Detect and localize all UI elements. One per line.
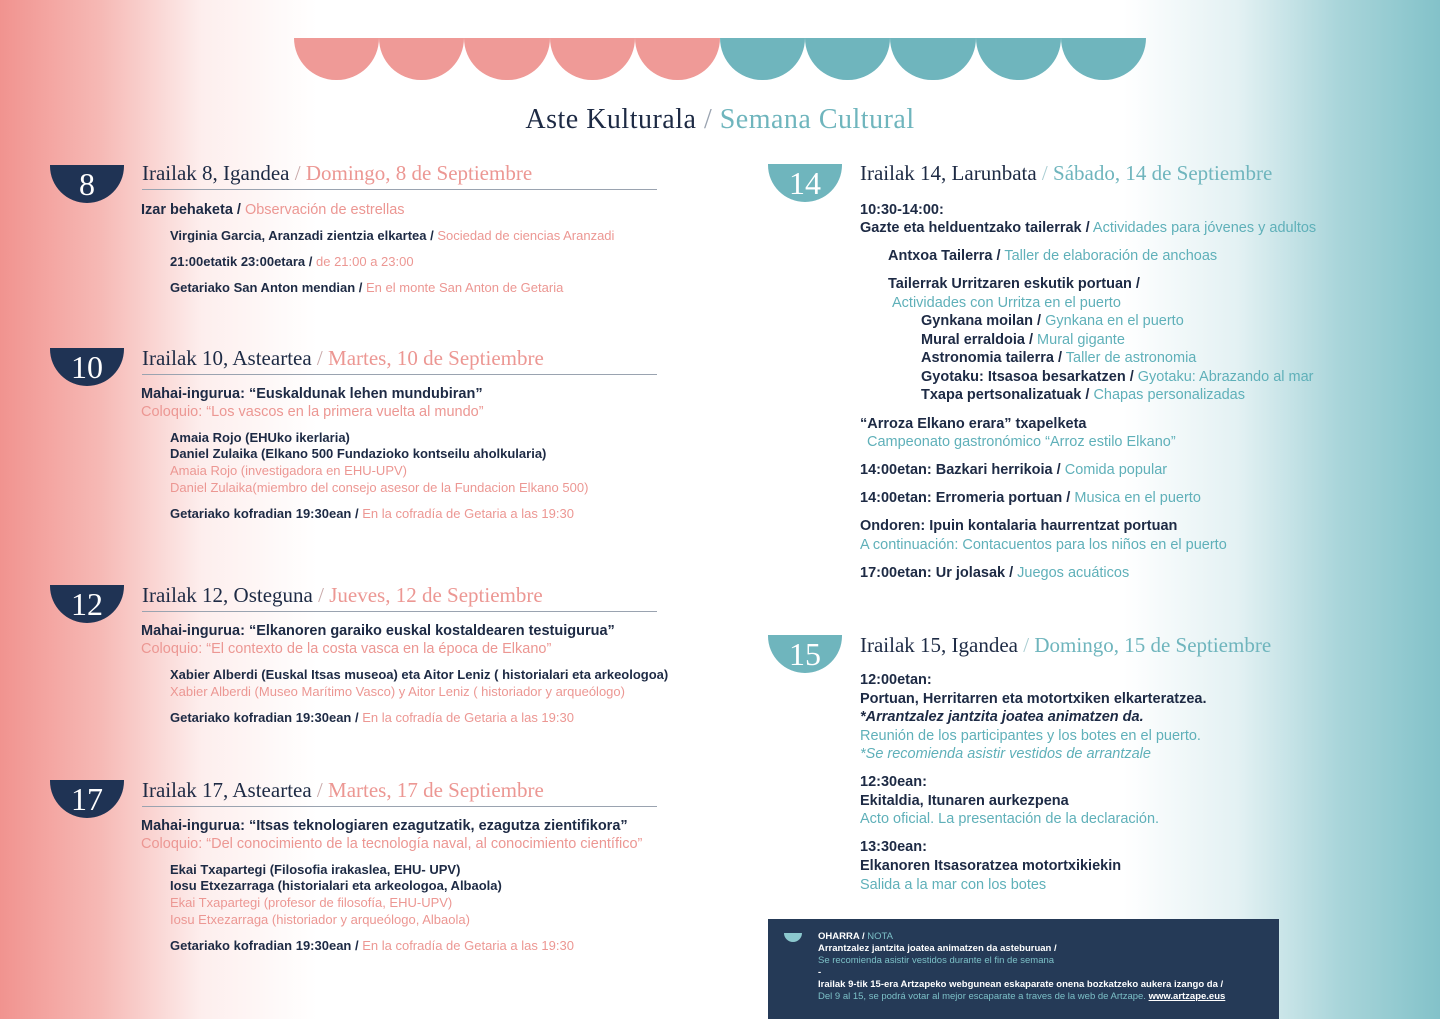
note-header	[818, 931, 893, 943]
sub-activity	[921, 368, 1314, 386]
event-line	[860, 461, 1167, 479]
text-es: Chapas personalizadas	[1093, 387, 1245, 403]
time-label: 10:30-14:00:	[860, 202, 944, 218]
day-header-es: Domingo, 15 de Septiembre	[1034, 633, 1272, 657]
text-eu: Izar behaketa /	[141, 202, 241, 218]
note-dash: -	[818, 967, 822, 978]
scallop	[294, 38, 379, 80]
speaker-es: Daniel Zulaika(miembro del consejo asesor de la Fundacion Elkano 500)	[170, 480, 589, 495]
note-line-eu: Arrantzalez jantzita joatea animatzen da asteburuan /	[818, 943, 1057, 954]
speaker-eu: Daniel Zulaika (Elkano 500 Fundazioko kontseilu aholkularia)	[170, 446, 547, 461]
day-badge-17: 17	[50, 780, 124, 818]
text-eu: Antxoa Tailerra /	[888, 248, 1001, 264]
text-eu: Getariako San Anton mendian /	[170, 280, 363, 295]
event-note-es: *Se recomienda asistir vestidos de arrantzale	[860, 746, 1151, 762]
event-line-es: Salida a la mar con los botes	[860, 877, 1047, 893]
text-es: Del 9 al 15, se podrá votar al mejor escaparate a traves de la web de Artzape.	[818, 991, 1146, 1002]
title-eu: Aste Kulturala	[525, 104, 697, 135]
scallop	[464, 38, 549, 80]
day-header-eu: Irailak 8, Igandea	[142, 161, 290, 185]
event-line: Tailerrak Urritzaren eskutik portuan /	[888, 276, 1140, 292]
speaker-eu: Iosu Etxezarraga (historialari eta arkeologoa, Albaola)	[170, 878, 502, 893]
title-es: Semana Cultural	[719, 104, 915, 135]
note-line-es	[818, 991, 1225, 1003]
time-label: 13:30ean:	[860, 839, 927, 855]
day-header-separator: /	[316, 778, 323, 802]
event-line-es: Campeonato gastronómico “Arroz estilo Elkano”	[867, 434, 1176, 450]
event-place	[170, 506, 574, 523]
title-separator: /	[703, 104, 713, 135]
day-header-eu: Irailak 17, Asteartea	[142, 778, 312, 802]
text-es: En la cofradía de Getaria a las 19:30	[362, 710, 574, 725]
text-eu: Gyotaku: Itsasoa besarkatzen /	[921, 369, 1134, 385]
event-line	[888, 247, 1217, 265]
event-place	[170, 710, 574, 727]
event-title: Mahai-ingurua: “Euskaldunak lehen mundubiran”	[141, 386, 483, 402]
scallop	[890, 38, 975, 80]
day-header-eu: Irailak 12, Osteguna	[142, 583, 313, 607]
text-es: Musica en el puerto	[1074, 490, 1201, 506]
day-header-12	[142, 583, 657, 612]
text-es: Sociedad de ciencias Aranzadi	[437, 228, 615, 243]
event-line-es: Acto oficial. La presentación de la declaración.	[860, 811, 1160, 827]
scallop-border	[294, 38, 1146, 80]
day-header-separator: /	[318, 583, 324, 607]
text-es: Taller de astronomia	[1065, 350, 1197, 366]
text-es: Juegos acuáticos	[1017, 565, 1130, 581]
day-header-15	[860, 633, 1271, 661]
day-header-separator: /	[1041, 161, 1048, 185]
day-header-es: Jueves, 12 de Septiembre	[329, 583, 543, 607]
speaker-es: Amaia Rojo (investigadora en EHU-UPV)	[170, 463, 407, 478]
note-bowl-icon	[784, 933, 802, 942]
day-header-eu: Irailak 15, Igandea	[860, 633, 1019, 657]
event-place	[170, 938, 574, 955]
event-line	[860, 219, 1316, 237]
artzape-link[interactable]: www.artzape.eus	[1148, 991, 1226, 1002]
day-header-separator: /	[316, 346, 323, 370]
day-header-es: Domingo, 8 de Septiembre	[305, 161, 533, 185]
text-eu: Getariako kofradian 19:30ean /	[170, 506, 359, 521]
text-eu: Mural erraldoia /	[921, 332, 1034, 348]
text-es: Actividades para jóvenes y adultos	[1092, 220, 1317, 236]
speaker-es: Ekai Txapartegi (profesor de filosofía, EHU-UPV)	[170, 895, 453, 910]
speaker-es: Iosu Etxezarraga (historiador y arqueólogo, Albaola)	[170, 912, 470, 927]
day-header-10	[142, 346, 657, 375]
text-es: Gynkana en el puerto	[1045, 313, 1184, 329]
sub-activity	[921, 386, 1245, 404]
text-es: de 21:00 a 23:00	[316, 254, 414, 269]
scallop	[976, 38, 1061, 80]
event-place	[170, 280, 563, 297]
scallop	[550, 38, 635, 80]
event-line: Ekitaldia, Itunaren aurkezpena	[860, 793, 1069, 809]
text-es: Taller de elaboración de anchoas	[1004, 248, 1218, 264]
time-label: 12:00etan:	[860, 672, 932, 688]
page-title	[0, 104, 1440, 136]
text-eu: OHARRA /	[818, 931, 865, 942]
scallop	[805, 38, 890, 80]
event-title	[141, 201, 405, 219]
text-eu: Virginia Garcia, Aranzadi zientzia elkartea /	[170, 228, 434, 243]
event-speaker	[170, 228, 614, 245]
text-es: NOTA	[867, 931, 893, 942]
day-header-es: Martes, 17 de Septiembre	[328, 778, 544, 802]
text-eu: 14:00etan: Erromeria portuan /	[860, 490, 1071, 506]
note-line-es: Se recomienda asistir vestidos durante el fin de semana	[818, 955, 1055, 966]
scallop	[720, 38, 805, 80]
text-es: Mural gigante	[1037, 332, 1125, 348]
event-line	[860, 489, 1201, 507]
text-es: Gyotaku: Abrazando al mar	[1137, 369, 1314, 385]
event-title: Mahai-ingurua: “Itsas teknologiaren ezagutzatik, ezagutza zientifikora”	[141, 818, 628, 834]
text-es: En la cofradía de Getaria a las 19:30	[362, 506, 574, 521]
text-eu: Gazte eta helduentzako tailerrak /	[860, 220, 1090, 236]
scallop	[635, 38, 720, 80]
text-eu: 21:00etatik 23:00etara /	[170, 254, 313, 269]
event-line-es: Actividades con Urritza en el puerto	[892, 295, 1121, 311]
day-header-eu: Irailak 10, Asteartea	[142, 346, 312, 370]
day-badge-14: 14	[768, 164, 842, 202]
event-line-es: A continuación: Contacuentos para los niños en el puerto	[860, 537, 1227, 553]
speaker-eu: Xabier Alberdi (Euskal Itsas museoa) eta Aitor Leniz ( historialari eta arkeologoa)	[170, 667, 669, 682]
note-box	[768, 919, 1279, 1019]
day-badge-15: 15	[768, 635, 842, 673]
speaker-eu: Ekai Txapartegi (Filosofia irakaslea, EHU- UPV)	[170, 862, 461, 877]
day-badge-8: 8	[50, 165, 124, 203]
scallop	[379, 38, 464, 80]
event-line: “Arroza Elkano erara” txapelketa	[860, 416, 1087, 432]
day-badge-10: 10	[50, 348, 124, 386]
day-header-separator: /	[1023, 633, 1030, 657]
event-line: Elkanoren Itsasoratzea motortxikiekin	[860, 858, 1122, 874]
time-label: 12:30ean:	[860, 774, 927, 790]
note-line-eu: Irailak 9-tik 15-era Artzapeko webgunean eskaparate onena bozkatzeko aukera izango da /	[818, 979, 1224, 990]
event-title-es: Coloquio: “Del conocimiento de la tecnología naval, al conocimiento científico”	[141, 836, 643, 852]
event-title: Mahai-ingurua: “Elkanoren garaiko euskal kostaldearen testuigurua”	[141, 623, 615, 639]
day-header-14	[860, 161, 1272, 189]
text-eu: Gynkana moilan /	[921, 313, 1042, 329]
text-eu: Getariako kofradian 19:30ean /	[170, 938, 359, 953]
event-time	[170, 254, 414, 271]
event-title-es: Coloquio: “El contexto de la costa vasca en la época de Elkano”	[141, 641, 552, 657]
speaker-eu: Amaia Rojo (EHUko ikerlaria)	[170, 430, 350, 445]
text-es: Observación de estrellas	[244, 202, 405, 218]
event-line-es: Reunión de los participantes y los botes en el puerto.	[860, 728, 1201, 744]
day-header-es: Martes, 10 de Septiembre	[328, 346, 544, 370]
text-es: En el monte San Anton de Getaria	[366, 280, 564, 295]
day-header-separator: /	[294, 161, 301, 185]
sub-activity	[921, 349, 1196, 367]
event-note: *Arrantzalez jantzita joatea animatzen da.	[860, 709, 1144, 725]
event-line	[860, 564, 1129, 582]
day-header-17	[142, 778, 657, 807]
text-eu: 17:00etan: Ur jolasak /	[860, 565, 1014, 581]
text-eu: Getariako kofradian 19:30ean /	[170, 710, 359, 725]
text-eu: Txapa pertsonalizatuak /	[921, 387, 1090, 403]
sub-activity	[921, 312, 1184, 330]
text-es: Comida popular	[1064, 462, 1168, 478]
day-header-eu: Irailak 14, Larunbata	[860, 161, 1037, 185]
scallop	[1061, 38, 1146, 80]
event-line: Portuan, Herritarren eta motortxiken elkarteratzea.	[860, 691, 1207, 707]
sub-activity	[921, 331, 1125, 349]
day-header-8	[142, 161, 657, 190]
text-eu: Astronomia tailerra /	[921, 350, 1063, 366]
text-es: En la cofradía de Getaria a las 19:30	[362, 938, 574, 953]
event-title-es: Coloquio: “Los vascos en la primera vuelta al mundo”	[141, 404, 484, 420]
day-badge-12: 12	[50, 585, 124, 623]
day-header-es: Sábado, 14 de Septiembre	[1053, 161, 1273, 185]
event-line: Ondoren: Ipuin kontalaria haurrentzat portuan	[860, 518, 1178, 534]
text-eu: 14:00etan: Bazkari herrikoia /	[860, 462, 1061, 478]
speaker-es: Xabier Alberdi (Museo Marítimo Vasco) y Aitor Leniz ( historiador y arqueólogo)	[170, 684, 625, 699]
